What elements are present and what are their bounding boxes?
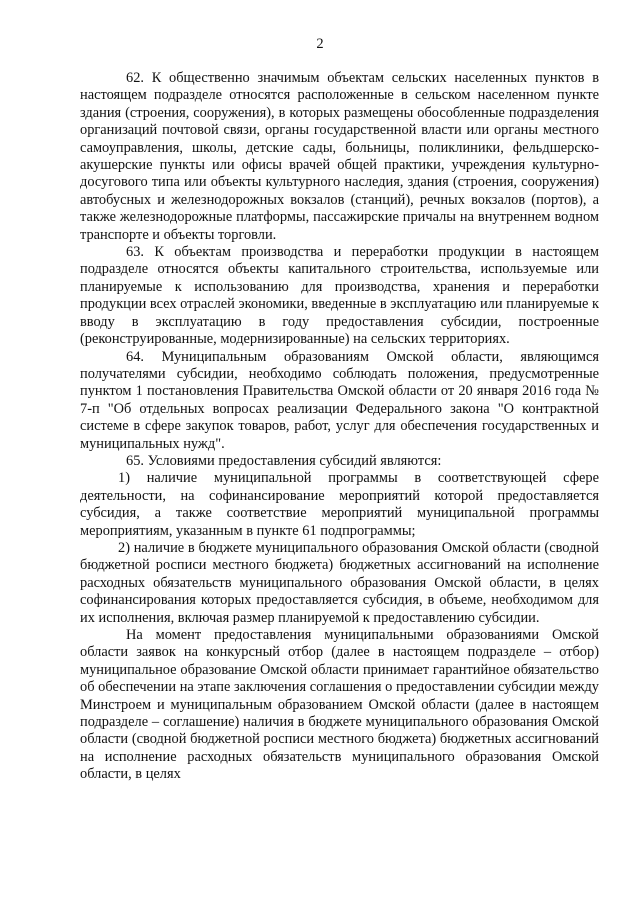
condition-1: 1) наличие муниципальной программы в соответствующей сфере деятельности, на софинансирование мероприятий которой предоставляется субсидия, а также соответствие мероприятий муниципальной программы мероприятиям, указанным в пункте 61 подпрограммы; <box>80 470 599 539</box>
page-number: 2 <box>316 36 324 52</box>
paragraph-64: 64. Муниципальным образованиям Омской области, являющимся получателями субсидии, необходимо соблюдать положения, предусмотренные пунктом 1 постановления Правительства Омской области от 20 января 2016 года № 7-п "Об отдельных вопросах реализации Федерального закона "О контрактной системе в сфере закупок товаров, работ, услуг для обеспечения государственных и муниципальных нужд". <box>80 348 599 452</box>
document-body <box>80 70 599 784</box>
paragraph-guarantee: На момент предоставления муниципальными образованиями Омской области заявок на конкурсный отбор (далее в настоящем подразделе – отбор) муниципальное образование Омской области принимает гарантийное обязательство об обеспечении на этапе заключения соглашения о предоставлении субсидии между Минстроем и муниципальным образованием Омской области (далее в настоящем подразделе – соглашение) наличия в бюджете муниципального образования Омской области (сводной бюджетной росписи местного бюджета) бюджетных ассигнований на исполнение расходных обязательств муниципального образования Омской области, в целях <box>80 627 599 783</box>
paragraph-62: 62. К общественно значимым объектам сельских населенных пунктов в настоящем подразделе относятся расположенные в сельском населенном пункте здания (строения, сооружения), в которых размещены обособленные подразделения организаций почтовой связи, органы государственной власти или органы местного самоуправления, школы, детские сады, больницы, поликлиники, фельдшерско-акушерские пункты или офисы врачей общей практики, учреждения культурно-досугового типа или объекты культурного наследия, здания (строения, сооружения) автобусных и железнодорожных вокзалов (станций), речных вокзалов (портов), а также железнодорожные платформы, пассажирские причалы на внутреннем водном транспорте и объекты торговли. <box>80 70 599 243</box>
paragraph-63: 63. К объектам производства и переработки продукции в настоящем подразделе относятся объекты капитального строительства, используемые или планируемые к использованию для производства, хранения и переработки продукции всех отраслей экономики, введенные в эксплуатацию или планируемые к вводу в эксплуатацию в году предоставления субсидии, построенные (реконструированные, модернизированные) на сельских территориях. <box>80 244 599 348</box>
paragraph-65: 65. Условиями предоставления субсидий являются: <box>126 452 442 469</box>
condition-2: 2) наличие в бюджете муниципального образования Омской области (сводной бюджетной росписи местного бюджета) бюджетных ассигнований на исполнение расходных обязательств муниципального образования Омской области, в целях софинансирования которых предоставляется субсидия, в объеме, необходимом для их исполнения, включая размер планируемой к предоставлению субсидии. <box>80 539 599 626</box>
